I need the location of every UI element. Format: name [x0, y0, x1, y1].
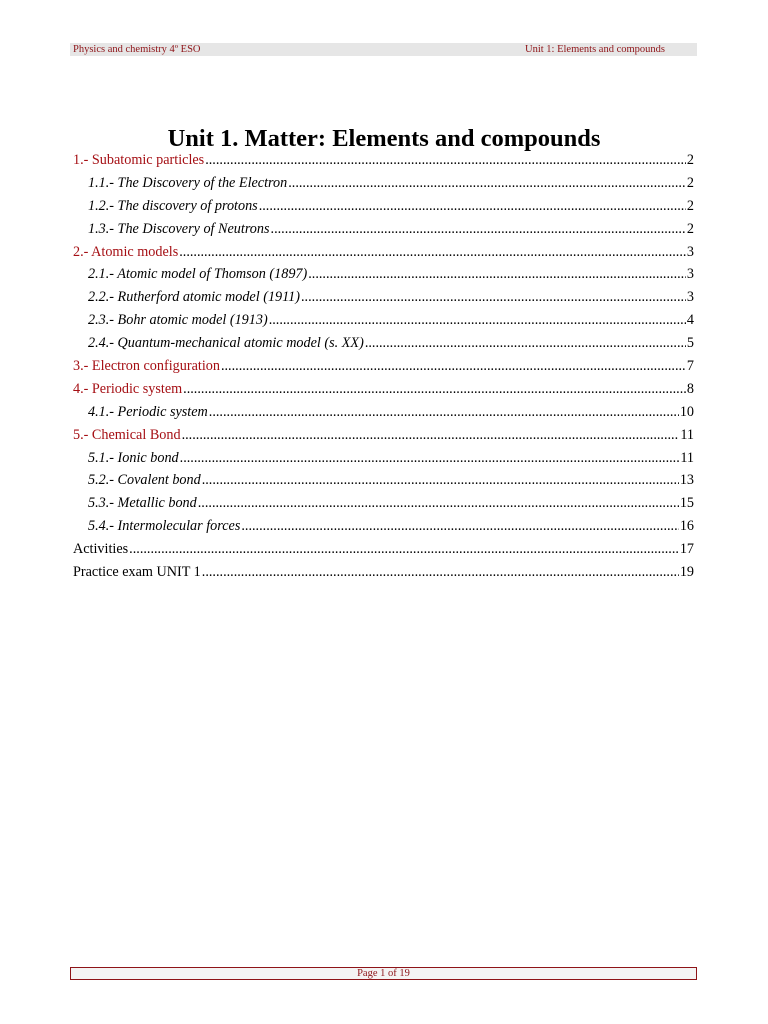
toc-dot-leader — [288, 172, 686, 195]
page-footer — [70, 967, 697, 980]
toc-entry-page: 3 — [686, 289, 694, 306]
toc-entry-page: 15 — [679, 495, 694, 512]
toc-entry-label: 2.- Atomic models — [73, 243, 179, 260]
toc-entry-label: 1.1.- The Discovery of the Electron — [88, 174, 288, 191]
toc-dot-leader — [198, 492, 679, 515]
toc-entry-page: 19 — [679, 564, 694, 581]
toc-entry-page: 2 — [686, 174, 694, 191]
toc-entry-label: 5.4.- Intermolecular forces — [88, 518, 241, 535]
toc-entry-label: 5.2.- Covalent bond — [88, 472, 201, 489]
toc-dot-leader — [271, 218, 686, 241]
toc-entry[interactable] — [73, 172, 694, 195]
toc-entry-label: 5.- Chemical Bond — [73, 426, 181, 443]
toc-entry[interactable] — [73, 241, 694, 264]
toc-entry-label: 4.- Periodic system — [73, 380, 183, 397]
toc-dot-leader — [180, 447, 680, 470]
toc-dot-leader — [308, 263, 686, 286]
toc-entry-page: 16 — [679, 518, 694, 535]
toc-entry[interactable] — [73, 447, 694, 470]
toc-entry-label: 2.4.- Quantum-mechanical atomic model (s. XX) — [88, 335, 364, 352]
header-unit: Unit 1: Elements and compounds — [525, 44, 665, 55]
toc-entry-page: 3 — [686, 266, 694, 283]
toc-entry[interactable] — [73, 218, 694, 241]
toc-entry[interactable] — [73, 332, 694, 355]
document-title: Unit 1. Matter: Elements and compounds — [167, 125, 601, 152]
toc-entry[interactable] — [73, 538, 694, 561]
toc-dot-leader — [179, 241, 686, 264]
toc-entry[interactable] — [73, 378, 694, 401]
toc-entry-page: 11 — [680, 449, 694, 466]
toc-dot-leader — [209, 401, 679, 424]
toc-entry-page: 8 — [686, 380, 694, 397]
toc-entry-page: 4 — [686, 312, 694, 329]
toc-entry[interactable] — [73, 561, 694, 584]
toc-entry-page: 2 — [686, 220, 694, 237]
toc-entry[interactable] — [73, 492, 694, 515]
toc-entry[interactable] — [73, 355, 694, 378]
toc-entry-label: 2.1.- Atomic model of Thomson (1897) — [88, 266, 308, 283]
toc-dot-leader — [205, 149, 686, 172]
toc-dot-leader — [269, 309, 686, 332]
toc-dot-leader — [259, 195, 686, 218]
toc-entry-label: 5.1.- Ionic bond — [88, 449, 179, 466]
toc-entry-page: 2 — [686, 197, 694, 214]
header-course: Physics and chemistry 4º ESO — [73, 44, 201, 55]
toc-entry-page: 5 — [686, 335, 694, 352]
toc-entry[interactable] — [73, 309, 694, 332]
table-of-contents — [73, 149, 694, 584]
toc-dot-leader — [182, 424, 680, 447]
toc-entry[interactable] — [73, 263, 694, 286]
toc-entry-page: 17 — [679, 541, 694, 558]
toc-entry[interactable] — [73, 286, 694, 309]
toc-entry-page: 11 — [680, 426, 694, 443]
toc-dot-leader — [202, 469, 679, 492]
page-number: Page 1 of 19 — [357, 968, 410, 979]
toc-dot-leader — [241, 515, 678, 538]
toc-entry-label: Practice exam UNIT 1 — [73, 564, 201, 581]
toc-entry-page: 10 — [679, 403, 694, 420]
toc-entry-label: 2.2.- Rutherford atomic model (1911) — [88, 289, 300, 306]
toc-entry-page: 7 — [686, 358, 694, 375]
toc-entry-label: 5.3.- Metallic bond — [88, 495, 197, 512]
toc-dot-leader — [202, 561, 679, 584]
toc-entry-label: 1.- Subatomic particles — [73, 152, 205, 168]
toc-entry-page: 13 — [679, 472, 694, 489]
toc-entry-page: 2 — [686, 152, 694, 168]
toc-entry-page: 3 — [686, 243, 694, 260]
toc-dot-leader — [129, 538, 679, 561]
page-header — [70, 43, 697, 56]
toc-entry[interactable] — [73, 469, 694, 492]
toc-entry[interactable] — [73, 424, 694, 447]
toc-dot-leader — [301, 286, 686, 309]
toc-dot-leader — [183, 378, 686, 401]
toc-entry-label: 2.3.- Bohr atomic model (1913) — [88, 312, 268, 329]
toc-entry-label: 1.3.- The Discovery of Neutrons — [88, 220, 270, 237]
toc-entry[interactable] — [73, 515, 694, 538]
toc-entry[interactable] — [73, 401, 694, 424]
toc-entry[interactable] — [73, 195, 694, 218]
toc-entry-label: 4.1.- Periodic system — [88, 403, 208, 420]
toc-entry[interactable] — [73, 149, 694, 172]
toc-entry-label: Activities — [73, 541, 129, 558]
toc-dot-leader — [221, 355, 686, 378]
toc-entry-label: 3.- Electron configuration — [73, 358, 220, 375]
toc-entry-label: 1.2.- The discovery of protons — [88, 197, 258, 214]
toc-dot-leader — [365, 332, 686, 355]
